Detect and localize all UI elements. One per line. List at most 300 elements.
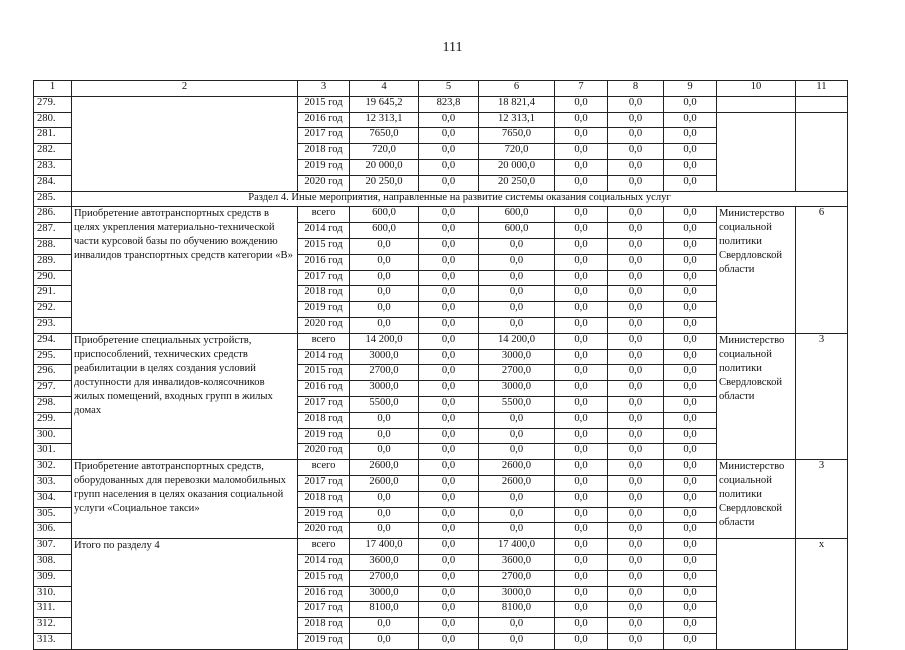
extrabudgetary-cell: 0,0 <box>608 270 664 286</box>
federal-budget-cell: 0,0 <box>419 570 479 586</box>
total-cell: 0,0 <box>350 286 419 302</box>
total-cell: 0,0 <box>350 618 419 634</box>
row-number: 298. <box>34 396 72 412</box>
period-cell: 2018 год <box>298 618 350 634</box>
extrabudgetary-cell: 0,0 <box>608 570 664 586</box>
column-header: 11 <box>796 81 848 97</box>
federal-budget-cell: 0,0 <box>419 112 479 128</box>
total-cell: 7650,0 <box>350 128 419 144</box>
period-cell: 2017 год <box>298 270 350 286</box>
regional-budget-cell: 7650,0 <box>479 128 555 144</box>
other-source-cell: 0,0 <box>664 460 717 476</box>
extrabudgetary-cell: 0,0 <box>608 460 664 476</box>
extrabudgetary-cell: 0,0 <box>608 491 664 507</box>
federal-budget-cell: 0,0 <box>419 539 479 555</box>
extrabudgetary-cell: 0,0 <box>608 475 664 491</box>
regional-budget-cell: 0,0 <box>479 302 555 318</box>
extrabudgetary-cell: 0,0 <box>608 175 664 191</box>
table-row <box>34 207 848 223</box>
column-header-row <box>34 81 848 97</box>
extrabudgetary-cell: 0,0 <box>608 381 664 397</box>
total-cell: 0,0 <box>350 491 419 507</box>
regional-budget-cell: 0,0 <box>479 633 555 649</box>
regional-budget-cell: 2700,0 <box>479 365 555 381</box>
local-budget-cell: 0,0 <box>555 112 608 128</box>
table-body <box>34 81 848 650</box>
regional-budget-cell: 3600,0 <box>479 554 555 570</box>
target-indicator-cell <box>796 112 848 191</box>
period-cell: 2019 год <box>298 302 350 318</box>
regional-budget-cell: 12 313,1 <box>479 112 555 128</box>
federal-budget-cell: 0,0 <box>419 175 479 191</box>
extrabudgetary-cell: 0,0 <box>608 633 664 649</box>
regional-budget-cell: 0,0 <box>479 523 555 539</box>
federal-budget-cell: 0,0 <box>419 586 479 602</box>
page-number: 111 <box>442 40 463 55</box>
extrabudgetary-cell: 0,0 <box>608 333 664 349</box>
federal-budget-cell: 0,0 <box>419 286 479 302</box>
period-cell: 2017 год <box>298 396 350 412</box>
row-number: 292. <box>34 302 72 318</box>
regional-budget-cell: 3000,0 <box>479 381 555 397</box>
row-number: 285. <box>34 191 72 207</box>
target-indicator-cell: 3 <box>796 460 848 539</box>
row-number: 296. <box>34 365 72 381</box>
federal-budget-cell: 0,0 <box>419 396 479 412</box>
responsible-cell: Министерство социальной политики Свердловской области <box>717 460 796 539</box>
federal-budget-cell: 0,0 <box>419 523 479 539</box>
regional-budget-cell: 2600,0 <box>479 460 555 476</box>
federal-budget-cell: 0,0 <box>419 444 479 460</box>
total-cell: 3000,0 <box>350 586 419 602</box>
other-source-cell: 0,0 <box>664 238 717 254</box>
federal-budget-cell: 0,0 <box>419 633 479 649</box>
local-budget-cell: 0,0 <box>555 444 608 460</box>
federal-budget-cell: 0,0 <box>419 144 479 160</box>
row-number: 301. <box>34 444 72 460</box>
extrabudgetary-cell: 0,0 <box>608 554 664 570</box>
regional-budget-cell: 600,0 <box>479 207 555 223</box>
local-budget-cell: 0,0 <box>555 159 608 175</box>
federal-budget-cell: 0,0 <box>419 238 479 254</box>
federal-budget-cell: 0,0 <box>419 317 479 333</box>
federal-budget-cell: 0,0 <box>419 475 479 491</box>
period-cell: 2014 год <box>298 349 350 365</box>
column-header: 7 <box>555 81 608 97</box>
regional-budget-cell: 2700,0 <box>479 570 555 586</box>
description-cell: Приобретение специальных устройств, приспособлений, технических средств реабилитации в целях создания условий доступности для инвалидов-колясочников жилых помещений, входных групп в жилых домах <box>72 333 298 459</box>
total-cell: 0,0 <box>350 254 419 270</box>
total-cell: 720,0 <box>350 144 419 160</box>
description-cell <box>72 96 298 191</box>
extrabudgetary-cell: 0,0 <box>608 586 664 602</box>
period-cell: 2019 год <box>298 428 350 444</box>
local-budget-cell: 0,0 <box>555 412 608 428</box>
row-number: 310. <box>34 586 72 602</box>
period-cell: 2018 год <box>298 491 350 507</box>
federal-budget-cell: 0,0 <box>419 618 479 634</box>
table-row <box>34 539 848 555</box>
other-source-cell: 0,0 <box>664 554 717 570</box>
federal-budget-cell: 0,0 <box>419 602 479 618</box>
column-header: 5 <box>419 81 479 97</box>
total-cell: 0,0 <box>350 302 419 318</box>
other-source-cell: 0,0 <box>664 270 717 286</box>
column-header: 4 <box>350 81 419 97</box>
column-header: 1 <box>34 81 72 97</box>
row-number: 286. <box>34 207 72 223</box>
table-row <box>34 333 848 349</box>
section-title: Раздел 4. Иные мероприятия, направленные на развитие системы оказания социальных услуг <box>72 191 848 207</box>
local-budget-cell: 0,0 <box>555 586 608 602</box>
column-header: 10 <box>717 81 796 97</box>
total-cell: 0,0 <box>350 317 419 333</box>
regional-budget-cell: 0,0 <box>479 428 555 444</box>
total-cell: 0,0 <box>350 507 419 523</box>
federal-budget-cell: 0,0 <box>419 302 479 318</box>
target-indicator-cell <box>796 96 848 112</box>
local-budget-cell: 0,0 <box>555 286 608 302</box>
regional-budget-cell: 0,0 <box>479 317 555 333</box>
total-cell: 3000,0 <box>350 349 419 365</box>
regional-budget-cell: 0,0 <box>479 444 555 460</box>
other-source-cell: 0,0 <box>664 507 717 523</box>
regional-budget-cell: 14 200,0 <box>479 333 555 349</box>
period-cell: 2019 год <box>298 159 350 175</box>
total-cell: 20 000,0 <box>350 159 419 175</box>
federal-budget-cell: 0,0 <box>419 223 479 239</box>
other-source-cell: 0,0 <box>664 428 717 444</box>
local-budget-cell: 0,0 <box>555 396 608 412</box>
other-source-cell: 0,0 <box>664 286 717 302</box>
total-cell: 0,0 <box>350 428 419 444</box>
local-budget-cell: 0,0 <box>555 633 608 649</box>
program-table <box>33 80 848 650</box>
federal-budget-cell: 0,0 <box>419 365 479 381</box>
period-cell: 2016 год <box>298 381 350 397</box>
row-number: 289. <box>34 254 72 270</box>
period-cell: 2015 год <box>298 570 350 586</box>
row-number: 308. <box>34 554 72 570</box>
extrabudgetary-cell: 0,0 <box>608 159 664 175</box>
row-number: 306. <box>34 523 72 539</box>
other-source-cell: 0,0 <box>664 381 717 397</box>
local-budget-cell: 0,0 <box>555 349 608 365</box>
extrabudgetary-cell: 0,0 <box>608 317 664 333</box>
period-cell: 2017 год <box>298 475 350 491</box>
other-source-cell: 0,0 <box>664 444 717 460</box>
period-cell: 2020 год <box>298 444 350 460</box>
other-source-cell: 0,0 <box>664 633 717 649</box>
other-source-cell: 0,0 <box>664 491 717 507</box>
period-cell: всего <box>298 460 350 476</box>
row-number: 291. <box>34 286 72 302</box>
column-header: 8 <box>608 81 664 97</box>
extrabudgetary-cell: 0,0 <box>608 144 664 160</box>
responsible-cell: Министерство социальной политики Свердловской области <box>717 207 796 333</box>
row-number: 297. <box>34 381 72 397</box>
row-number: 293. <box>34 317 72 333</box>
section-row <box>34 191 848 207</box>
total-cell: 3000,0 <box>350 381 419 397</box>
extrabudgetary-cell: 0,0 <box>608 539 664 555</box>
period-cell: всего <box>298 333 350 349</box>
other-source-cell: 0,0 <box>664 602 717 618</box>
period-cell: 2017 год <box>298 128 350 144</box>
federal-budget-cell: 0,0 <box>419 128 479 144</box>
responsible-cell <box>717 96 796 112</box>
row-number: 311. <box>34 602 72 618</box>
local-budget-cell: 0,0 <box>555 302 608 318</box>
regional-budget-cell: 0,0 <box>479 618 555 634</box>
target-indicator-cell: 6 <box>796 207 848 333</box>
row-number: 283. <box>34 159 72 175</box>
federal-budget-cell: 0,0 <box>419 207 479 223</box>
regional-budget-cell: 0,0 <box>479 270 555 286</box>
regional-budget-cell: 8100,0 <box>479 602 555 618</box>
column-header: 3 <box>298 81 350 97</box>
period-cell: 2016 год <box>298 112 350 128</box>
regional-budget-cell: 20 000,0 <box>479 159 555 175</box>
row-number: 299. <box>34 412 72 428</box>
row-number: 302. <box>34 460 72 476</box>
column-header: 6 <box>479 81 555 97</box>
other-source-cell: 0,0 <box>664 317 717 333</box>
extrabudgetary-cell: 0,0 <box>608 286 664 302</box>
other-source-cell: 0,0 <box>664 475 717 491</box>
regional-budget-cell: 5500,0 <box>479 396 555 412</box>
total-cell: 2600,0 <box>350 460 419 476</box>
regional-budget-cell: 0,0 <box>479 507 555 523</box>
regional-budget-cell: 18 821,4 <box>479 96 555 112</box>
federal-budget-cell: 0,0 <box>419 412 479 428</box>
period-cell: 2017 год <box>298 602 350 618</box>
period-cell: 2020 год <box>298 317 350 333</box>
other-source-cell: 0,0 <box>664 223 717 239</box>
extrabudgetary-cell: 0,0 <box>608 223 664 239</box>
table-row <box>34 460 848 476</box>
extrabudgetary-cell: 0,0 <box>608 444 664 460</box>
regional-budget-cell: 2600,0 <box>479 475 555 491</box>
other-source-cell: 0,0 <box>664 128 717 144</box>
total-cell: 3600,0 <box>350 554 419 570</box>
local-budget-cell: 0,0 <box>555 144 608 160</box>
row-number: 305. <box>34 507 72 523</box>
local-budget-cell: 0,0 <box>555 96 608 112</box>
local-budget-cell: 0,0 <box>555 539 608 555</box>
local-budget-cell: 0,0 <box>555 523 608 539</box>
federal-budget-cell: 0,0 <box>419 460 479 476</box>
row-number: 295. <box>34 349 72 365</box>
column-header: 2 <box>72 81 298 97</box>
row-number: 290. <box>34 270 72 286</box>
other-source-cell: 0,0 <box>664 112 717 128</box>
period-cell: 2015 год <box>298 238 350 254</box>
period-cell: 2014 год <box>298 223 350 239</box>
description-cell: Приобретение автотранспортных средств в целях укрепления материально-технической части курсовой базы по обучению вождению инвалидов транспортных средств категории «В» <box>72 207 298 333</box>
period-cell: всего <box>298 207 350 223</box>
other-source-cell: 0,0 <box>664 586 717 602</box>
period-cell: 2018 год <box>298 144 350 160</box>
regional-budget-cell: 720,0 <box>479 144 555 160</box>
total-cell: 0,0 <box>350 270 419 286</box>
row-number: 304. <box>34 491 72 507</box>
extrabudgetary-cell: 0,0 <box>608 507 664 523</box>
extrabudgetary-cell: 0,0 <box>608 523 664 539</box>
regional-budget-cell: 0,0 <box>479 286 555 302</box>
extrabudgetary-cell: 0,0 <box>608 428 664 444</box>
other-source-cell: 0,0 <box>664 365 717 381</box>
column-header: 9 <box>664 81 717 97</box>
responsible-cell <box>717 539 796 650</box>
row-number: 300. <box>34 428 72 444</box>
federal-budget-cell: 823,8 <box>419 96 479 112</box>
period-cell: 2019 год <box>298 633 350 649</box>
local-budget-cell: 0,0 <box>555 428 608 444</box>
period-cell: 2015 год <box>298 365 350 381</box>
responsible-cell <box>717 112 796 191</box>
total-cell: 12 313,1 <box>350 112 419 128</box>
period-cell: 2015 год <box>298 96 350 112</box>
other-source-cell: 0,0 <box>664 539 717 555</box>
federal-budget-cell: 0,0 <box>419 491 479 507</box>
row-number: 313. <box>34 633 72 649</box>
extrabudgetary-cell: 0,0 <box>608 112 664 128</box>
total-cell: 14 200,0 <box>350 333 419 349</box>
regional-budget-cell: 17 400,0 <box>479 539 555 555</box>
local-budget-cell: 0,0 <box>555 317 608 333</box>
other-source-cell: 0,0 <box>664 412 717 428</box>
other-source-cell: 0,0 <box>664 618 717 634</box>
responsible-cell: Министерство социальной политики Свердловской области <box>717 333 796 459</box>
total-cell: 0,0 <box>350 633 419 649</box>
other-source-cell: 0,0 <box>664 207 717 223</box>
local-budget-cell: 0,0 <box>555 223 608 239</box>
local-budget-cell: 0,0 <box>555 570 608 586</box>
row-number: 284. <box>34 175 72 191</box>
period-cell: 2018 год <box>298 286 350 302</box>
local-budget-cell: 0,0 <box>555 491 608 507</box>
local-budget-cell: 0,0 <box>555 175 608 191</box>
total-cell: 600,0 <box>350 207 419 223</box>
other-source-cell: 0,0 <box>664 349 717 365</box>
row-number: 312. <box>34 618 72 634</box>
period-cell: 2020 год <box>298 523 350 539</box>
total-cell: 20 250,0 <box>350 175 419 191</box>
other-source-cell: 0,0 <box>664 333 717 349</box>
local-budget-cell: 0,0 <box>555 128 608 144</box>
other-source-cell: 0,0 <box>664 175 717 191</box>
local-budget-cell: 0,0 <box>555 602 608 618</box>
local-budget-cell: 0,0 <box>555 365 608 381</box>
local-budget-cell: 0,0 <box>555 507 608 523</box>
row-number: 288. <box>34 238 72 254</box>
row-number: 281. <box>34 128 72 144</box>
row-number: 307. <box>34 539 72 555</box>
total-cell: 2700,0 <box>350 570 419 586</box>
federal-budget-cell: 0,0 <box>419 428 479 444</box>
extrabudgetary-cell: 0,0 <box>608 96 664 112</box>
period-cell: 2018 год <box>298 412 350 428</box>
period-cell: 2016 год <box>298 586 350 602</box>
other-source-cell: 0,0 <box>664 254 717 270</box>
federal-budget-cell: 0,0 <box>419 381 479 397</box>
federal-budget-cell: 0,0 <box>419 349 479 365</box>
local-budget-cell: 0,0 <box>555 333 608 349</box>
regional-budget-cell: 20 250,0 <box>479 175 555 191</box>
local-budget-cell: 0,0 <box>555 460 608 476</box>
total-cell: 600,0 <box>350 223 419 239</box>
other-source-cell: 0,0 <box>664 570 717 586</box>
extrabudgetary-cell: 0,0 <box>608 412 664 428</box>
row-number: 280. <box>34 112 72 128</box>
extrabudgetary-cell: 0,0 <box>608 238 664 254</box>
local-budget-cell: 0,0 <box>555 254 608 270</box>
extrabudgetary-cell: 0,0 <box>608 254 664 270</box>
local-budget-cell: 0,0 <box>555 381 608 397</box>
period-cell: 2016 год <box>298 254 350 270</box>
row-number: 294. <box>34 333 72 349</box>
other-source-cell: 0,0 <box>664 159 717 175</box>
local-budget-cell: 0,0 <box>555 475 608 491</box>
total-cell: 17 400,0 <box>350 539 419 555</box>
total-cell: 2600,0 <box>350 475 419 491</box>
total-cell: 0,0 <box>350 444 419 460</box>
row-number: 303. <box>34 475 72 491</box>
other-source-cell: 0,0 <box>664 396 717 412</box>
other-source-cell: 0,0 <box>664 96 717 112</box>
extrabudgetary-cell: 0,0 <box>608 365 664 381</box>
extrabudgetary-cell: 0,0 <box>608 396 664 412</box>
extrabudgetary-cell: 0,0 <box>608 302 664 318</box>
federal-budget-cell: 0,0 <box>419 507 479 523</box>
row-number: 279. <box>34 96 72 112</box>
federal-budget-cell: 0,0 <box>419 333 479 349</box>
target-indicator-cell: x <box>796 539 848 650</box>
period-cell: 2014 год <box>298 554 350 570</box>
regional-budget-cell: 0,0 <box>479 238 555 254</box>
federal-budget-cell: 0,0 <box>419 254 479 270</box>
period-cell: 2019 год <box>298 507 350 523</box>
regional-budget-cell: 600,0 <box>479 223 555 239</box>
total-cell: 0,0 <box>350 238 419 254</box>
total-cell: 0,0 <box>350 523 419 539</box>
total-cell: 2700,0 <box>350 365 419 381</box>
other-source-cell: 0,0 <box>664 144 717 160</box>
period-cell: 2020 год <box>298 175 350 191</box>
total-cell: 0,0 <box>350 412 419 428</box>
total-cell: 5500,0 <box>350 396 419 412</box>
regional-budget-cell: 0,0 <box>479 491 555 507</box>
row-number: 287. <box>34 223 72 239</box>
local-budget-cell: 0,0 <box>555 618 608 634</box>
federal-budget-cell: 0,0 <box>419 554 479 570</box>
other-source-cell: 0,0 <box>664 523 717 539</box>
description-cell: Итого по разделу 4 <box>72 539 298 650</box>
regional-budget-cell: 3000,0 <box>479 586 555 602</box>
regional-budget-cell: 0,0 <box>479 412 555 428</box>
local-budget-cell: 0,0 <box>555 270 608 286</box>
extrabudgetary-cell: 0,0 <box>608 128 664 144</box>
row-number: 309. <box>34 570 72 586</box>
table-row <box>34 96 848 112</box>
period-cell: всего <box>298 539 350 555</box>
extrabudgetary-cell: 0,0 <box>608 602 664 618</box>
federal-budget-cell: 0,0 <box>419 159 479 175</box>
federal-budget-cell: 0,0 <box>419 270 479 286</box>
target-indicator-cell: 3 <box>796 333 848 459</box>
description-cell: Приобретение автотранспортных средств, оборудованных для перевозки маломобильных групп населения в целях оказания социальной услуги «Социальное такси» <box>72 460 298 539</box>
